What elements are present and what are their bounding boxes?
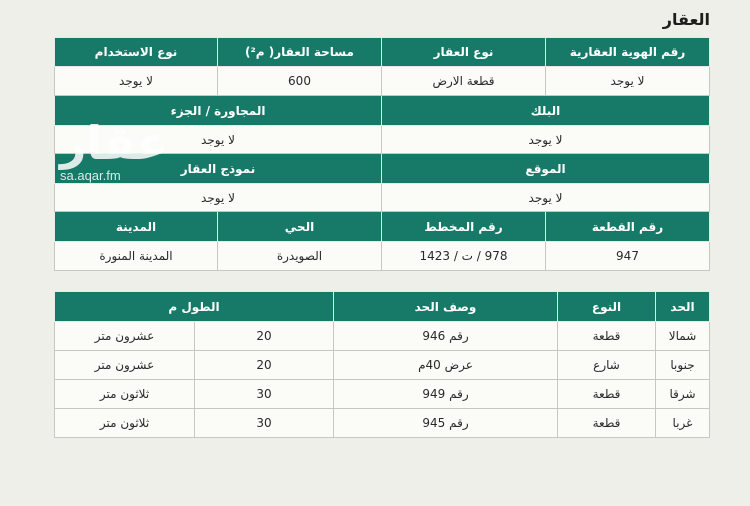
value-plan-number: 978 / ت / 1423 [382, 242, 546, 271]
table-row [55, 409, 710, 438]
value-property-model: لا يوجد [55, 184, 382, 212]
boundary-type: شارع [558, 351, 656, 380]
boundary-length: 30 [195, 380, 334, 409]
boundary-type: قطعة [558, 322, 656, 351]
boundary-description: عرض 40م [334, 351, 558, 380]
boundary-type: قطعة [558, 409, 656, 438]
boundary-length: 20 [195, 351, 334, 380]
header-usage-type: نوع الاستخدام [55, 38, 218, 67]
header-boundary-side: الحد [656, 292, 710, 322]
header-neighborhood-part: المجاورة / الجزء [55, 96, 382, 126]
value-location: لا يوجد [382, 184, 710, 212]
value-block: لا يوجد [382, 126, 710, 154]
boundary-length-text: عشرون متر [55, 351, 195, 380]
boundary-length: 20 [195, 322, 334, 351]
value-property-id: لا يوجد [546, 67, 710, 96]
header-property-id: رقم الهوية العقارية [546, 38, 710, 67]
boundary-description: رقم 945 [334, 409, 558, 438]
header-boundary-description: وصف الحد [334, 292, 558, 322]
value-usage-type: لا يوجد [55, 67, 218, 96]
boundary-description: رقم 949 [334, 380, 558, 409]
header-block: البلك [382, 96, 710, 126]
aqar-logo-text: عقار [60, 116, 169, 170]
boundary-length: 30 [195, 409, 334, 438]
header-plot-number: رقم القطعة [546, 212, 710, 242]
table-row [55, 380, 710, 409]
boundary-side: شرقا [656, 380, 710, 409]
header-location: الموقع [382, 154, 710, 184]
value-neighborhood-part: لا يوجد [55, 126, 382, 154]
value-property-type: قطعة الارض [382, 67, 546, 96]
boundary-type: قطعة [558, 380, 656, 409]
aqar-url: sa.aqar.fm [60, 168, 121, 183]
table-row [55, 322, 710, 351]
value-district: الصويدرة [218, 242, 382, 271]
value-city: المدينة المنورة [55, 242, 218, 271]
table-row [55, 351, 710, 380]
header-city: المدينة [55, 212, 218, 242]
boundaries-table [54, 291, 710, 438]
property-info-table [54, 37, 710, 271]
boundary-description: رقم 946 [334, 322, 558, 351]
header-property-type: نوع العقار [382, 38, 546, 67]
value-plot-number: 947 [546, 242, 710, 271]
boundary-length-text: عشرون متر [55, 322, 195, 351]
boundary-length-text: ثلاثون متر [55, 380, 195, 409]
header-property-model: نموذج العقار [55, 154, 382, 184]
header-plan-number: رقم المخطط [382, 212, 546, 242]
boundary-side: غربا [656, 409, 710, 438]
boundary-length-text: ثلاثون متر [55, 409, 195, 438]
page-title: العقار [662, 10, 710, 29]
boundary-side: شمالا [656, 322, 710, 351]
header-boundary-type: النوع [558, 292, 656, 322]
header-boundary-length: الطول م [55, 292, 334, 322]
header-property-area: مساحة العقار( م²) [218, 38, 382, 67]
value-property-area: 600 [218, 67, 382, 96]
header-district: الحي [218, 212, 382, 242]
boundary-side: جنوبا [656, 351, 710, 380]
